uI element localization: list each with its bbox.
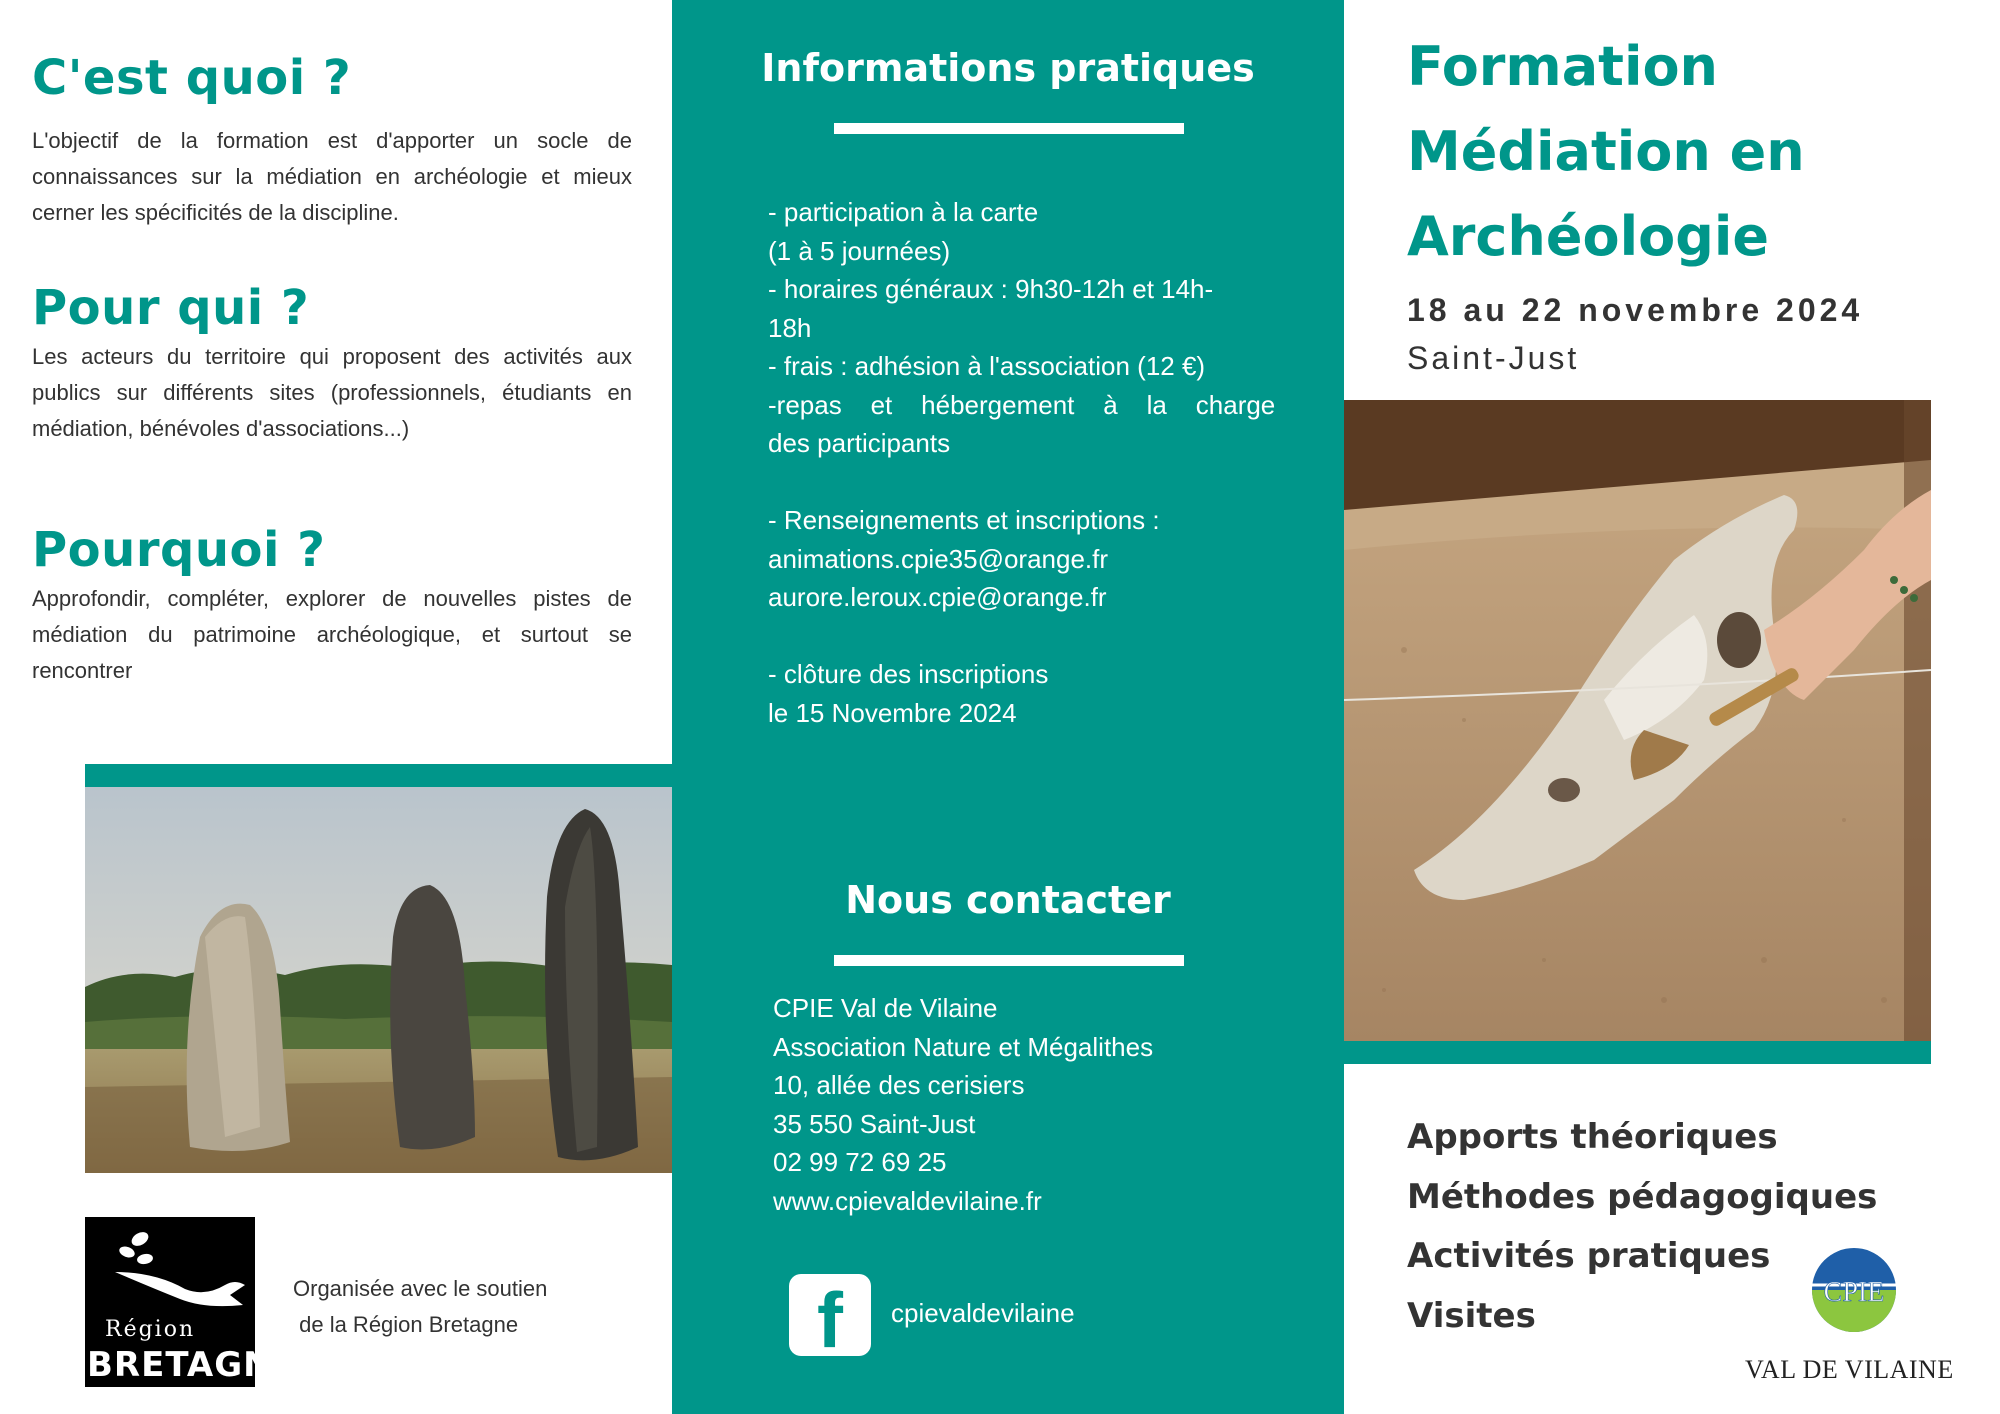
contact-line: 35 550 Saint-Just [773, 1108, 976, 1139]
info-line: - Renseignements et inscriptions : [768, 505, 1160, 535]
contact-line: Association Nature et Mégalithes [773, 1031, 1154, 1062]
support-line1: Organisée avec le soutien [293, 1276, 548, 1301]
region-logo-line2: BRETAGNE [87, 1345, 297, 1385]
event-place: Saint-Just [1407, 340, 1580, 376]
menhirs-photo [85, 787, 672, 1173]
photo-band-left [85, 764, 672, 787]
main-title-line2: Médiation en [1407, 120, 1805, 183]
support-text [293, 1271, 547, 1343]
info-text [768, 193, 1276, 732]
photo-band-right [1344, 1041, 1931, 1064]
ermine-icon [85, 1217, 255, 1317]
main-title [1407, 24, 1805, 279]
info-line: (1 à 5 journées) [768, 235, 951, 266]
info-title: Informations pratiques [761, 46, 1255, 90]
menhirs-illustration [85, 787, 672, 1173]
cpie-caption: VAL DE VILAINE [1745, 1355, 1954, 1384]
facebook-icon[interactable]: f [789, 1274, 871, 1356]
info-line: -repas et hébergement à la charge [768, 389, 1276, 420]
section-text-who: Les acteurs du territoire qui proposent des activités aux publics sur différents sites (professionnels, étudiants en médiation, bénévoles d'associations...) [32, 344, 632, 441]
list-item: Visites [1407, 1295, 1536, 1336]
contact-text [773, 989, 1293, 1220]
contact-title: Nous contacter [845, 878, 1171, 922]
region-logo-line1: Région [105, 1317, 196, 1342]
contact-line: www.cpievaldevilaine.fr [773, 1185, 1042, 1216]
middle-panel [672, 0, 1344, 1414]
cpie-logo [1804, 1245, 1904, 1335]
event-date: 18 au 22 novembre 2024 [1407, 292, 1864, 328]
info-line: des participants [768, 428, 951, 458]
region-bretagne-logo [85, 1217, 297, 1387]
contact-divider [834, 955, 1184, 966]
list-item: Méthodes pédagogiques [1407, 1176, 1878, 1217]
contact-line: 10, allée des cerisiers [773, 1070, 1025, 1100]
left-panel [0, 0, 672, 1414]
excavation-photo [1344, 400, 1931, 1041]
section-title-why: Pourquoi ? [32, 522, 326, 578]
list-item: Activités pratiques [1407, 1236, 1771, 1276]
info-line [768, 463, 1248, 502]
section-title-who: Pour qui ? [32, 280, 310, 336]
contact-line: CPIE Val de Vilaine [773, 993, 998, 1023]
main-title-line3: Archéologie [1407, 205, 1769, 268]
info-line [768, 617, 1248, 656]
right-panel [1344, 0, 2000, 1414]
info-line: aurore.leroux.cpie@orange.fr [768, 582, 1107, 612]
list-item: Apports théoriques [1407, 1117, 1778, 1157]
contact-line: 02 99 72 69 25 [773, 1147, 947, 1177]
info-line: - horaires généraux : 9h30-12h et 14h- [768, 274, 1214, 304]
info-line: le 15 Novembre 2024 [768, 697, 1017, 728]
cpie-logo-text: CPIE [1823, 1277, 1885, 1308]
support-line2: de la Région Bretagne [293, 1312, 519, 1337]
info-line: animations.cpie35@orange.fr [768, 543, 1109, 574]
info-divider [834, 123, 1184, 134]
info-line: - participation à la carte [768, 197, 1039, 227]
skull-excavation-illustration [1344, 400, 1931, 1041]
cpie-logo-icon [1804, 1245, 1904, 1335]
info-line: - clôture des inscriptions [768, 659, 1049, 689]
info-line: - frais : adhésion à l'association (12 €) [768, 351, 1206, 381]
section-text-what: L'objectif de la formation est d'apporter un socle de connaissances sur la médiation en archéologie et mieux cerner les spécificités de la discipline. [32, 128, 632, 225]
section-text-why: Approfondir, compléter, explorer de nouvelles pistes de médiation du patrimoine archéologique, et surtout se rencontrer [32, 586, 632, 683]
facebook-link[interactable]: cpievaldevilaine [891, 1298, 1075, 1328]
section-title-what: C'est quoi ? [32, 50, 352, 106]
main-title-line1: Formation [1407, 35, 1719, 98]
info-line: 18h [768, 312, 812, 343]
